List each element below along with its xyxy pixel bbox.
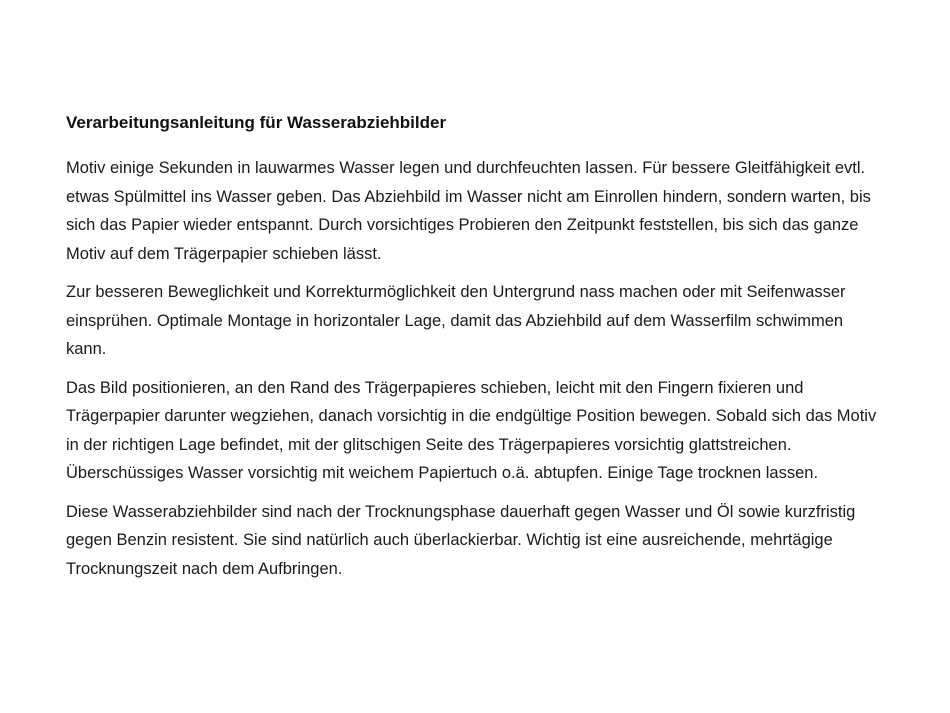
document-title: Verarbeitungsanleitung für Wasserabziehbilder [66,113,447,132]
paragraph-drying-resistance-notes: Diese Wasserabziehbilder sind nach der Trocknungsphase dauerhaft gegen Wasser und Öl sowie kurzfristig gegen Benzin resistent. Sie sind natürlich auch überlackierbar. Wichtig ist eine ausreichende, mehrtägige Trocknungszeit nach dem Aufbringen. [66,502,856,578]
paragraph-positioning-instructions: Das Bild positionieren, an den Rand des Trägerpapieres schieben, leicht mit den Fingern fixieren und Trägerpapier darunter wegziehen, danach vorsichtig in die endgültige Position bewegen. Sobald sich das Motiv in der richtigen Lage befindet, mit der glitschigen Seite des Trägerpapieres vorsichtig glattstreichen. Überschüssiges Wasser vorsichtig mit weichem Papiertuch o.ä. abtupfen. Einige Tage trocknen lassen. [66,378,877,482]
paragraph-soaking-instructions: Motiv einige Sekunden in lauwarmes Wasser legen und durchfeuchten lassen. Für bessere Gleitfähigkeit evtl. etwas Spülmittel ins Wasser geben. Das Abziehbild im Wasser nicht am Einrollen hindern, sondern warten, bis sich das Papier wieder entspannt. Durch vorsichtiges Probieren den Zeitpunkt feststellen, bis sich das ganze Motiv auf dem Trägerpapier schieben lässt. [66,159,871,263]
document-content [66,112,884,593]
paragraph-surface-preparation: Zur besseren Beweglichkeit und Korrekturmöglichkeit den Untergrund nass machen oder mit Seifenwasser einsprühen. Optimale Montage in horizontaler Lage, damit das Abziehbild auf dem Wasserfilm schwimmen kann. [66,283,846,358]
